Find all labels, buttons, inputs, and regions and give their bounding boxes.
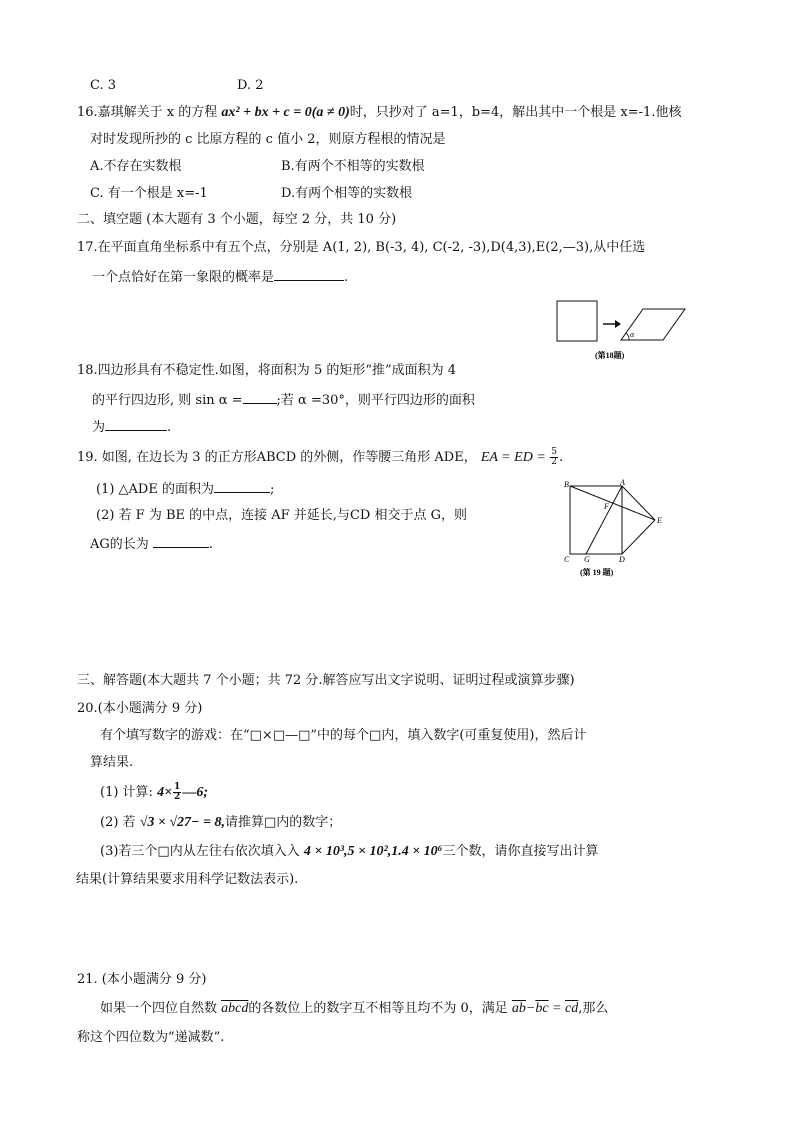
q21-abcd: abcd (221, 1001, 249, 1016)
q17-line2 (92, 267, 348, 287)
section2-title: 二、填空题 (本大题有 3 个小题，每空 2 分，共 10 分) (77, 212, 397, 227)
q19-line-AE (622, 486, 655, 520)
q19-frac-den: 2 (551, 457, 558, 467)
q21-bc: $\overline{bc}$ (535, 1001, 549, 1016)
q19-frac-num: 5 (551, 447, 558, 457)
q21-text-mid: 的各数位上的数字互不相等且均不为 0，满足 (248, 1001, 512, 1016)
q19-part2: (2) 若 F 为 BE 的中点，连接 AF 并延长,与CD 相交于点 G，则 (96, 508, 467, 523)
q19-label-B: B (564, 480, 569, 489)
q19-equation: EA = ED = (480, 450, 550, 465)
q18-period: . (167, 420, 172, 435)
q17-line1: 17.在平面直角坐标系中有五个点，分别是 A(1, 2), B(-3, 4), C(-2, -3),D(4,3),E(2,—3),从中任选 (77, 240, 646, 255)
q20-part3-label: (3)若三个□内从左往右依次填入入 (100, 844, 304, 859)
q16-option-b: B.有两个不相等的实数根 (281, 159, 425, 174)
q16-equation: ax² + bx + c = 0(a ≠ 0) (221, 105, 350, 120)
q19-label-F: F (604, 502, 609, 511)
q18-rectangle (557, 301, 597, 341)
q19-period: . (559, 450, 564, 465)
q18-alpha-label: α (630, 330, 635, 339)
q21-equals: = (548, 1001, 566, 1016)
q18-sin-blank[interactable] (243, 390, 277, 404)
q18-caption: (第18题) (595, 351, 625, 360)
q20-intro1: 有个填写数字的游戏：在“□×□—□”中的每个□内，填入数字(可重复使用)，然后计 (100, 728, 587, 743)
q21-header: 21. (本小题满分 9 分) (77, 972, 207, 987)
q18-line2-mid: ;若 α =30°，则平行四边形的面积 (276, 393, 475, 408)
section3-title: 三、解答题(本大题共 7 个小题；共 72 分.解答应写出文字说明、证明过程或演算步骤) (77, 673, 575, 688)
q15-option-d: D. 2 (237, 78, 264, 93)
q20-part1 (100, 783, 208, 802)
q19-ag-blank[interactable] (153, 534, 209, 548)
q18-line2-pre: 的平行四边形, 则 sin α = (92, 393, 243, 408)
q19-figure (560, 476, 670, 578)
q20-part3-math: 4 × 10³,5 × 10²,1.4 × 10⁶ (303, 844, 443, 859)
q19-label-D: D (619, 555, 625, 564)
q19-area-blank[interactable] (214, 479, 270, 493)
q19-line1 (77, 448, 563, 467)
q17-line2-text: 一个点恰好在第一象限的概率是 (92, 270, 275, 285)
q20-frac-den: 2 (174, 792, 181, 802)
q19-part1 (96, 479, 274, 499)
q20-part2-label: (2) 若 (100, 815, 140, 830)
q20-part1-expr-b: —6; (182, 785, 208, 800)
q19-part1-text: (1) △ADE 的面积为 (96, 482, 214, 497)
q19-label-C: C (564, 555, 570, 564)
q20-part2-math: √3 × √27− = 8, (139, 815, 225, 830)
q20-frac-num: 1 (174, 782, 181, 792)
q19-label-A: A (620, 478, 625, 487)
q19-caption: (第 19 题) (580, 568, 614, 577)
q20-part3 (100, 843, 599, 861)
q20-part2 (100, 814, 341, 832)
q19-part2b-period: . (208, 537, 214, 552)
q20-part1-expr-a: 4× (157, 785, 173, 800)
q21-minus: − (525, 1001, 536, 1016)
q20-intro2: 算结果. (90, 755, 134, 770)
q18-line3-pre: 为 (92, 420, 106, 435)
q17-period: . (344, 270, 349, 285)
q18-line2 (92, 390, 475, 410)
q16-text-pre: 16.嘉琪解关于 x 的方程 (77, 105, 222, 120)
q21-text-pre: 如果一个四位自然数 (100, 1001, 222, 1016)
q21-line1 (100, 1000, 608, 1018)
q16-line1 (77, 104, 681, 122)
q20-part3-line2: 结果(计算结果要求用科学记数法表示). (76, 872, 299, 887)
q17-answer-blank[interactable] (274, 267, 344, 281)
q20-part2-text: 请推算□内的数字； (225, 815, 342, 830)
q19-label-G: G (584, 555, 590, 564)
q16-option-d: D.有两个相等的实数根 (281, 186, 413, 201)
q20-part3-text: 三个数，请你直接写出计算 (442, 844, 599, 859)
q21-ab: $\overline{ab}$ (511, 1001, 526, 1016)
q20-part1-label: (1) 计算: (100, 785, 158, 800)
q19-line-AG (586, 486, 622, 554)
q21-cd: $\overline{cd}$ (565, 1001, 579, 1016)
q18-figure (553, 297, 691, 363)
q19-part1-semicolon: ; (269, 482, 275, 497)
q19-text: 19. 如图, 在边长为 3 的正方形ABCD 的外侧，作等腰三角形 ADE， (77, 450, 477, 465)
q20-part1-fraction (173, 783, 181, 802)
q18-arrow-head (615, 320, 621, 328)
q19-part2b-text: AG的长为 (90, 537, 153, 552)
q18-line3 (92, 417, 171, 437)
q18-angle-arc (626, 333, 629, 340)
q19-fraction (550, 448, 558, 467)
q16-option-a: A.不存在实数根 (90, 159, 182, 174)
q15-option-c: C. 3 (90, 78, 117, 93)
q16-line2: 对时发现所抄的 c 比原方程的 c 值小 2，则原方程根的情况是 (90, 132, 446, 147)
q21-text-post: ,那么 (578, 1001, 609, 1016)
q19-part2b (90, 534, 213, 554)
q18-area-blank[interactable] (105, 417, 167, 431)
q19-line-DE (622, 520, 655, 554)
q18-line1: 18.四边形具有不稳定性.如图，将面积为 5 的矩形“推”成面积为 4 (77, 363, 457, 378)
q20-header: 20.(本小题满分 9 分) (77, 701, 203, 716)
q19-label-E: E (657, 516, 662, 525)
q21-line2: 称这个四位数为“递减数”. (77, 1030, 225, 1045)
q16-text-post: 时，只抄对了 a=1，b=4，解出其中一个根是 x=-1.他核 (349, 105, 682, 120)
q16-option-c: C. 有一个根是 x=-1 (90, 186, 208, 201)
